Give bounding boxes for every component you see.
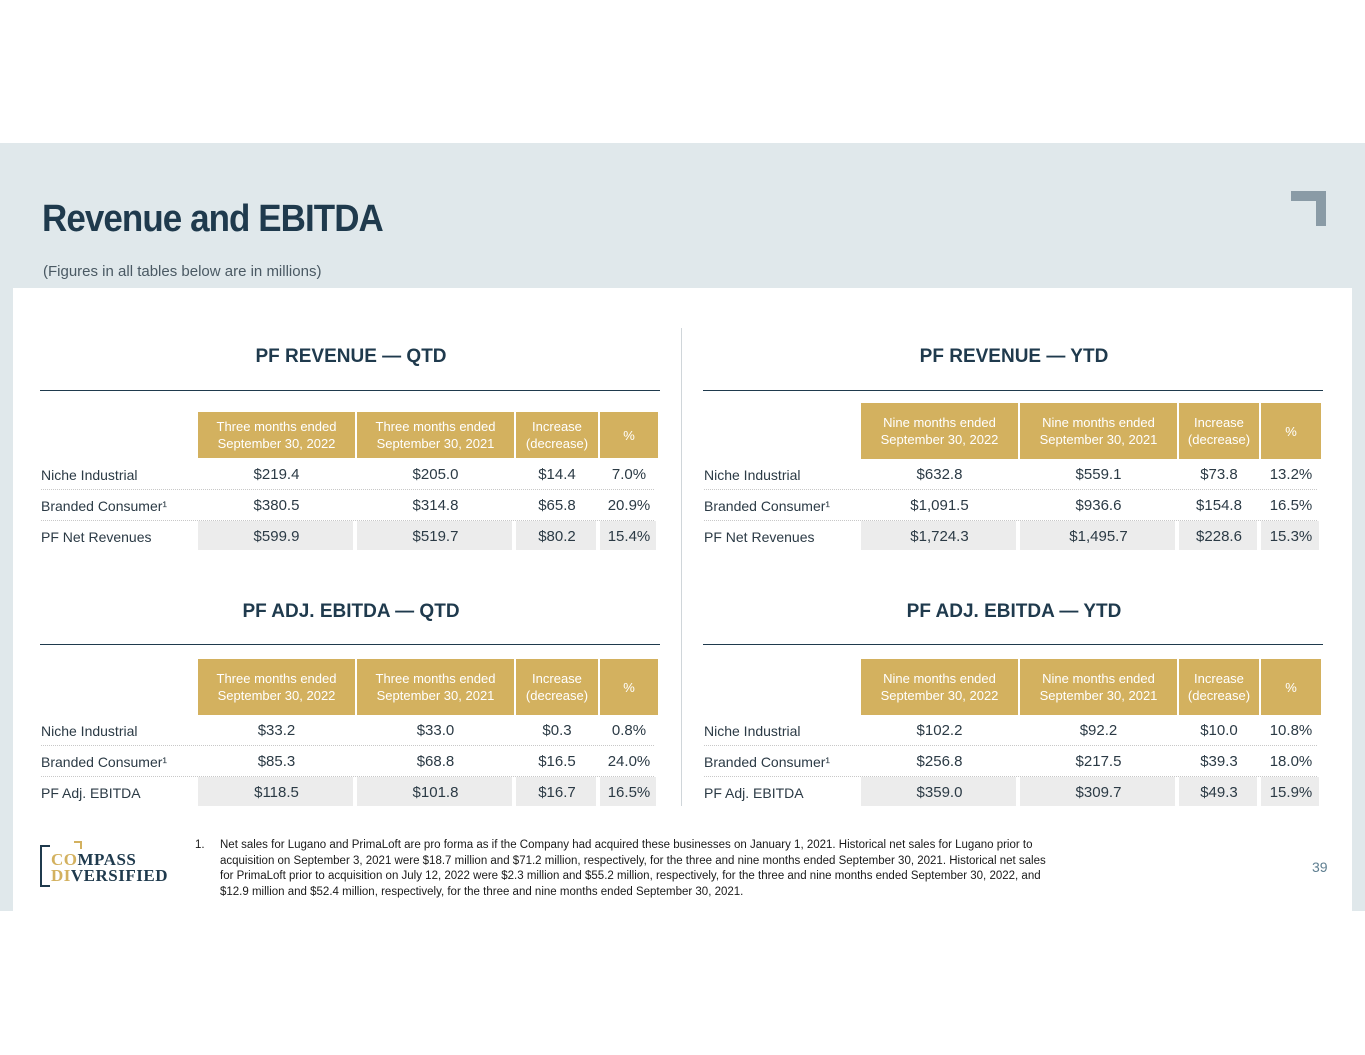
row-label: Branded Consumer¹ bbox=[704, 498, 831, 514]
table-cell: 16.5% bbox=[1269, 497, 1313, 514]
company-logo: COMPASS DIVERSIFIED bbox=[40, 841, 180, 885]
table-cell: 15.9% bbox=[1269, 784, 1313, 801]
row-label: Branded Consumer¹ bbox=[704, 754, 831, 770]
row-label: PF Adj. EBITDA bbox=[41, 785, 141, 801]
table-cell: $219.4 bbox=[253, 466, 300, 483]
row-separator bbox=[704, 745, 1317, 746]
table-cell: $39.3 bbox=[1200, 753, 1238, 770]
table-cell: $559.1 bbox=[1075, 466, 1122, 483]
table-cell: $85.3 bbox=[257, 753, 296, 770]
table-cell: $0.3 bbox=[542, 722, 572, 739]
column-header: % bbox=[600, 412, 658, 458]
table-cell: $73.8 bbox=[1200, 466, 1238, 483]
table-cell: $16.5 bbox=[538, 753, 576, 770]
row-separator bbox=[41, 776, 654, 777]
table-cell: $101.8 bbox=[412, 784, 459, 801]
page-number: 39 bbox=[1312, 859, 1328, 875]
row-label: Branded Consumer¹ bbox=[41, 754, 168, 770]
column-header: % bbox=[600, 659, 658, 715]
column-header: Three months ended September 30, 2021 bbox=[357, 412, 514, 458]
table-cell: $314.8 bbox=[412, 497, 459, 514]
column-header: % bbox=[1261, 659, 1321, 715]
column-divider bbox=[681, 328, 682, 806]
row-label: Niche Industrial bbox=[704, 467, 801, 483]
table-cell: 13.2% bbox=[1269, 466, 1313, 483]
corner-bracket-icon bbox=[1291, 191, 1326, 226]
column-header: Three months ended September 30, 2021 bbox=[357, 659, 514, 715]
table-cell: $1,091.5 bbox=[910, 497, 969, 514]
table-cell: $1,495.7 bbox=[1069, 528, 1128, 545]
table-cell: $380.5 bbox=[253, 497, 300, 514]
column-header: Increase (decrease) bbox=[516, 659, 598, 715]
table-title-rev-ytd: PF REVENUE — YTD bbox=[919, 346, 1109, 367]
column-header: Nine months ended September 30, 2022 bbox=[861, 659, 1018, 715]
column-header: Increase (decrease) bbox=[1179, 403, 1259, 459]
table-rule bbox=[40, 644, 660, 645]
table-title-rev-qtd: PF REVENUE — QTD bbox=[255, 346, 447, 367]
table-cell: $599.9 bbox=[253, 528, 300, 545]
page-title: Revenue and EBITDA bbox=[42, 198, 383, 240]
table-cell: 0.8% bbox=[611, 722, 647, 739]
row-label: Niche Industrial bbox=[704, 723, 801, 739]
table-cell: $65.8 bbox=[538, 497, 576, 514]
table-cell: $102.2 bbox=[916, 722, 963, 739]
table-cell: $33.0 bbox=[416, 722, 455, 739]
table-cell: $118.5 bbox=[254, 784, 299, 801]
table-cell: 24.0% bbox=[607, 753, 651, 770]
page-subtitle: (Figures in all tables below are in millions) bbox=[43, 263, 322, 280]
column-header: Three months ended September 30, 2022 bbox=[198, 412, 355, 458]
column-header: Three months ended September 30, 2022 bbox=[198, 659, 355, 715]
row-separator bbox=[704, 776, 1317, 777]
table-cell: $309.7 bbox=[1075, 784, 1122, 801]
row-label: PF Net Revenues bbox=[41, 529, 152, 545]
table-title-ebitda-ytd: PF ADJ. EBITDA — YTD bbox=[906, 601, 1122, 622]
table-cell: $1,724.3 bbox=[910, 528, 969, 545]
table-cell: $68.8 bbox=[416, 753, 455, 770]
row-label: Niche Industrial bbox=[41, 467, 138, 483]
table-cell: $936.6 bbox=[1075, 497, 1122, 514]
table-cell: 15.3% bbox=[1269, 528, 1313, 545]
footnote-text: Net sales for Lugano and PrimaLoft are pro forma as if the Company had acquired these businesses on January 1, 2021. Historical net sales for Lugano prior to acquisition on September 3, 2021 were $18.7 million and $71.2 million, respectively, for the three and nine months ended September 30, 2021. Historical net sales for PrimaLoft prior to acquisition on July 12, 2022 were $2.3 million and $55.2 million, respectively, for the three and nine months ended September 30, 2022, and $12.9 million and $52.4 million, respectively, for the three and nine months ended September 30, 2021. bbox=[220, 839, 1046, 898]
table-cell: $217.5 bbox=[1075, 753, 1122, 770]
row-separator bbox=[41, 489, 654, 490]
column-header: Nine months ended September 30, 2021 bbox=[1020, 659, 1177, 715]
column-header: Increase (decrease) bbox=[516, 412, 598, 458]
table-cell: $16.7 bbox=[538, 784, 576, 801]
table-cell: $205.0 bbox=[412, 466, 459, 483]
table-rule bbox=[703, 644, 1323, 645]
table-cell: $92.2 bbox=[1079, 722, 1118, 739]
row-label: Branded Consumer¹ bbox=[41, 498, 168, 514]
column-header: Nine months ended September 30, 2021 bbox=[1020, 403, 1177, 459]
table-cell: 18.0% bbox=[1269, 753, 1313, 770]
table-cell: $256.8 bbox=[916, 753, 963, 770]
column-header: Nine months ended September 30, 2022 bbox=[861, 403, 1018, 459]
table-cell: $49.3 bbox=[1200, 784, 1238, 801]
table-cell: $154.8 bbox=[1196, 497, 1242, 514]
table-title-ebitda-qtd: PF ADJ. EBITDA — QTD bbox=[242, 601, 460, 622]
table-cell: $80.2 bbox=[538, 528, 576, 545]
row-separator bbox=[704, 520, 1317, 521]
table-cell: 15.4% bbox=[607, 528, 651, 545]
table-rule bbox=[703, 390, 1323, 391]
row-label: PF Net Revenues bbox=[704, 529, 815, 545]
row-separator bbox=[704, 489, 1317, 490]
table-cell: $14.4 bbox=[538, 466, 576, 483]
table-cell: 10.8% bbox=[1269, 722, 1313, 739]
row-separator bbox=[41, 745, 654, 746]
table-cell: 7.0% bbox=[611, 466, 647, 483]
footnote-number: 1. bbox=[195, 839, 205, 851]
row-label: Niche Industrial bbox=[41, 723, 138, 739]
table-cell: $632.8 bbox=[916, 466, 963, 483]
table-cell: $33.2 bbox=[257, 722, 296, 739]
row-separator bbox=[41, 520, 654, 521]
table-cell: 16.5% bbox=[607, 784, 651, 801]
table-cell: $10.0 bbox=[1200, 722, 1238, 739]
table-cell: 20.9% bbox=[607, 497, 651, 514]
column-header: % bbox=[1261, 403, 1321, 459]
table-cell: $519.7 bbox=[412, 528, 459, 545]
column-header: Increase (decrease) bbox=[1179, 659, 1259, 715]
table-cell: $228.6 bbox=[1196, 528, 1242, 545]
row-label: PF Adj. EBITDA bbox=[704, 785, 804, 801]
table-cell: $359.0 bbox=[916, 784, 963, 801]
content-card bbox=[13, 288, 1352, 911]
table-rule bbox=[40, 390, 660, 391]
